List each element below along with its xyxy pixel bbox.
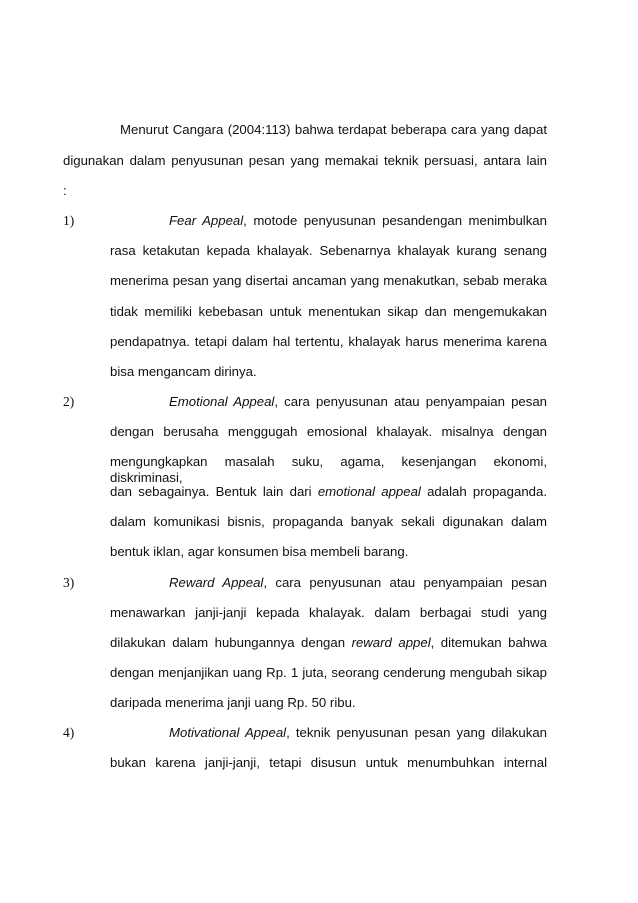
item-lead-text: , cara penyusunan atau penyampaian pesan [274, 394, 547, 409]
item-lead-line [169, 575, 547, 591]
intro-line-2: digunakan dalam penyusunan pesan yang memakai teknik persuasi, antara lain [63, 153, 547, 168]
item-term: Reward Appeal [169, 575, 264, 590]
item-line: dalam komunikasi bisnis, propaganda banyak sekali digunakan dalam [110, 514, 547, 529]
item-lead-text: , cara penyusunan atau penyampaian pesan [263, 575, 547, 590]
item-lead-line [169, 213, 547, 229]
item-number: 4) [63, 725, 75, 740]
item-line: menerima pesan yang disertai ancaman yang menakutkan, sebab meraka [110, 273, 547, 288]
intro-line-3: : [63, 183, 67, 198]
item-line: bukan karena janji-janji, tetapi disusun untuk menumbuhkan internal [110, 755, 547, 770]
intro-line-1: Menurut Cangara (2004:113) bahwa terdapat beberapa cara yang dapat [120, 122, 547, 137]
item-line: pendapatnya. tetapi dalam hal tertentu, khalayak harus menerima karena [110, 334, 547, 349]
item-line: dengan menjanjikan uang Rp. 1 juta, seorang cenderung mengubah sikap [110, 665, 547, 680]
item-line: bentuk iklan, agar konsumen bisa membeli barang. [110, 544, 409, 559]
item-lead-line [169, 725, 547, 741]
item-line-text: adalah propaganda. [420, 484, 547, 499]
item-line-text: , ditemukan bahwa [430, 635, 547, 650]
item-inline-term: emotional appeal [317, 484, 421, 499]
item-term: Fear Appeal [169, 213, 244, 228]
item-lead-line [169, 394, 547, 410]
item-line: rasa ketakutan kepada khalayak. Sebenarnya khalayak kurang senang [110, 243, 547, 258]
item-number: 1) [63, 213, 75, 228]
item-term: Motivational Appeal [169, 725, 287, 740]
item-lead-text: , teknik penyusunan pesan yang dilakukan [286, 725, 548, 740]
item-line-text: dilakukan dalam hubungannya dengan [110, 635, 352, 650]
item-number: 3) [63, 575, 75, 590]
item-inline-term: reward appel [351, 635, 431, 650]
item-number: 2) [63, 394, 75, 409]
item-line: menawarkan janji-janji kepada khalayak. dalam berbagai studi yang [110, 605, 547, 620]
item-line: dengan berusaha menggugah emosional khalayak. misalnya dengan [110, 424, 547, 439]
item-line: tidak memiliki kebebasan untuk menentukan sikap dan mengemukakan [110, 304, 547, 319]
item-lead-text: , motode penyusunan pesandengan menimbulkan [243, 213, 547, 228]
item-line [110, 484, 547, 500]
item-line-text: dan sebagainya. Bentuk lain dari [110, 484, 318, 499]
item-term: Emotional Appeal [169, 394, 275, 409]
item-line: bisa mengancam dirinya. [110, 364, 257, 379]
item-line: daripada menerima janji uang Rp. 50 ribu. [110, 695, 356, 710]
item-line: mengungkapkan masalah suku, agama, kesenjangan ekonomi, diskriminasi, [110, 454, 547, 485]
item-line [110, 635, 547, 651]
